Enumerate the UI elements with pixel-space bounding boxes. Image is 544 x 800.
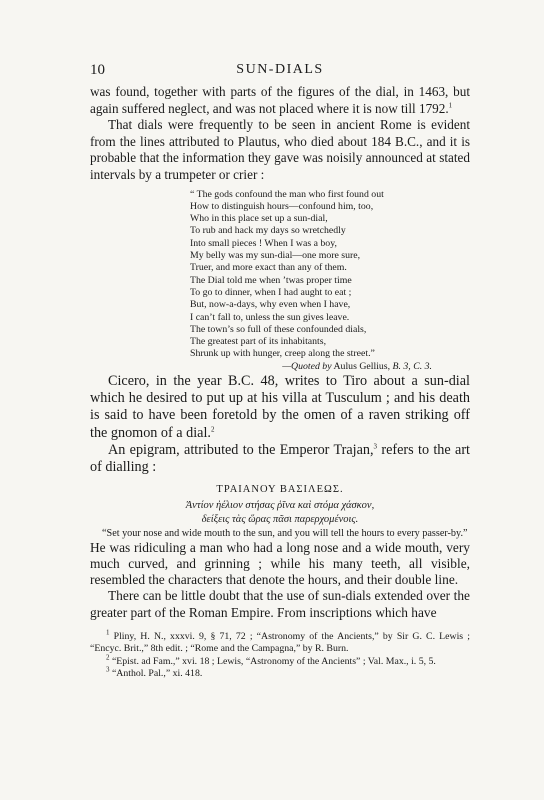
- poem-line: To rub and hack my days so wretchedly: [190, 225, 346, 237]
- poem-line: Into small pieces ! When I was a boy,: [190, 237, 337, 249]
- poem-line: To go to dinner, when I had aught to eat ;: [190, 286, 352, 298]
- paragraph-3: Cicero, in the year B.C. 48, writes to Tiro about a sun-dial which he desired to put up at his villa at Tusculum ; and his death is said to have been foretold by the omen of a raven striking off the gnomon of a dial.$^2$: [90, 373, 470, 441]
- paragraph-5: He was ridiculing a man who had a long nose and a wide mouth, very much curved, and grinning ; while his many teeth, all visible, resembled the characters that denote the hours, and their double line.: [90, 539, 470, 588]
- poem-line: Who in this place set up a sun-dial,: [190, 213, 328, 225]
- epigram-title: ΤΡΑΙΑΝΟΥ ΒΑΣΙΛΕΩΣ.: [216, 484, 344, 496]
- poem-citation: —Quoted by Aulus Gellius, B. 3, C. 3.: [282, 360, 432, 372]
- footnote-1: $^1$ Pliny, H. N., xxxvi. 9, § 71, 72 ; “Astronomy of the Ancients,” by Sir G. C. Lewis ; “Encyc. Brit.,” 8th edit. ; “Rome and the Campagna,” by R. Burn.: [90, 628, 470, 655]
- page-body: [90, 84, 470, 681]
- poem-line: The town’s so full of these confounded dials,: [190, 323, 367, 335]
- poem-line: Truer, and more exact than any of them.: [190, 262, 347, 274]
- poem-line: How to distinguish hours—confound him, too,: [190, 200, 374, 212]
- footnote-ref-3: 3: [373, 442, 378, 451]
- poem-line: I can’t fall to, unless the sun gives leave.: [190, 311, 350, 323]
- plautus-poem: [190, 189, 470, 361]
- greek-line-2: δείξεις τὰς ὥρας πᾶσι παρερχομένοις.: [201, 513, 359, 525]
- paragraph-4: An epigram, attributed to the Emperor Trajan,$^3$ refers to the art of dialling :: [90, 441, 470, 476]
- poem-line: The greatest part of its inhabitants,: [190, 336, 327, 348]
- greek-line-1: Ἀντίον ἠέλιον στήσας ῥῖνα καὶ στόμα χάσκον,: [185, 499, 375, 511]
- poem-line: Shrunk up with hunger, creep along the street.”: [190, 348, 375, 360]
- footnote-3: $^3$ “Anthol. Pal.,” xi. 418.: [106, 666, 203, 680]
- poem-line: “ The gods confound the man who first found out: [190, 188, 384, 200]
- page-header: [90, 62, 470, 80]
- paragraph-6: There can be little doubt that the use of sun-dials extended over the greater part of the Roman Empire. From inscriptions which have: [90, 588, 470, 620]
- footnote-2: $^2$ “Epist. ad Fam.,” xvi. 18 ; Lewis, “Astronomy of the Ancients” ; Val. Max., i. 5, 5.: [106, 653, 436, 667]
- footnote-ref-1: 1: [448, 101, 453, 110]
- poem-line: My belly was my sun-dial—one more sure,: [190, 250, 361, 262]
- poem-line: The Dial told me when ’twas proper time: [190, 274, 352, 286]
- page-number: 10: [90, 62, 105, 78]
- epigram-translation: “Set your nose and wide mouth to the sun, and you will tell the hours to every passer-by.”: [102, 527, 468, 539]
- paragraph-1: was found, together with parts of the figures of the dial, in 1463, but again suffered neglect, and was not placed where it is now till 1792.$^1$: [90, 84, 470, 116]
- footnotes: [90, 628, 470, 681]
- footnote-ref-2: 2: [210, 424, 215, 433]
- poem-line: But, now-a-days, why even when I have,: [190, 299, 351, 311]
- running-title: SUN-DIALS: [236, 62, 324, 77]
- paragraph-2: That dials were frequently to be seen in ancient Rome is evident from the lines attributed to Plautus, who died about 184 B.C., and it is probable that the information they gave was noisily announced at stated intervals by a trumpeter or crier :: [90, 117, 470, 182]
